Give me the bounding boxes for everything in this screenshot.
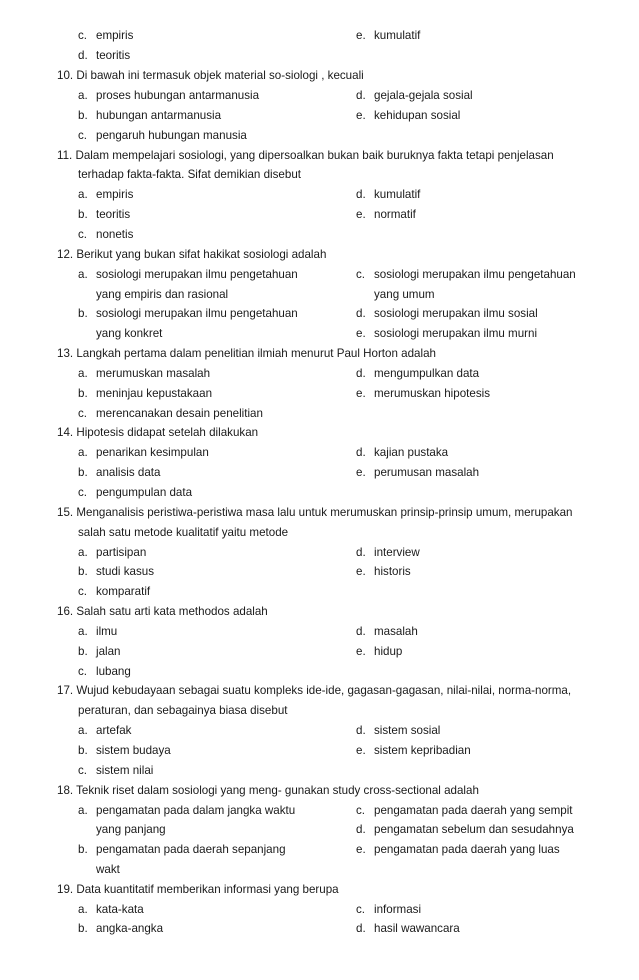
option-text: wakt <box>96 863 120 876</box>
option-text: pengamatan pada daerah yang sempit <box>374 804 573 817</box>
option-text: lubang <box>96 665 131 678</box>
option-text: yang konkret <box>96 327 163 340</box>
option-text: analisis data <box>96 466 161 479</box>
option-text: pengaruh hubungan manusia <box>96 129 247 142</box>
question-text: 13. Langkah pertama dalam penelitian ilmiah menurut Paul Horton adalah <box>57 347 436 360</box>
option-text: yang empiris dan rasional <box>96 288 229 301</box>
question-text: 18. Teknik riset dalam sosiologi yang meng- gunakan study cross-sectional adalah <box>57 784 479 797</box>
option-text: kumulatif <box>374 29 421 42</box>
option-text: kajian pustaka <box>374 446 449 459</box>
option-text: penarikan kesimpulan <box>96 446 209 459</box>
option-text: sistem budaya <box>96 744 171 757</box>
option-letter: a. <box>78 367 88 380</box>
option-text: hubungan antarmanusia <box>96 109 222 122</box>
option-text: komparatif <box>96 585 151 598</box>
option-letter: b. <box>78 208 88 221</box>
option-letter: d. <box>356 307 366 320</box>
question-text: 15. Menganalisis peristiwa-peristiwa masa lalu untuk merumuskan prinsip-prinsip umum, merupakan <box>57 506 573 519</box>
option-letter: c. <box>78 29 88 42</box>
option-letter: d. <box>356 625 366 638</box>
option-letter: c. <box>78 129 88 142</box>
option-text: angka-angka <box>96 922 164 935</box>
option-letter: e. <box>356 29 366 42</box>
option-text: normatif <box>374 208 416 221</box>
option-letter: b. <box>78 466 88 479</box>
option-letter: b. <box>78 843 88 856</box>
option-text: sosiologi merupakan ilmu sosial <box>374 307 538 320</box>
option-text: yang panjang <box>96 823 166 836</box>
option-letter: b. <box>78 565 88 578</box>
option-letter: d. <box>356 546 366 559</box>
option-letter: a. <box>78 446 88 459</box>
question-text: 12. Berikut yang bukan sifat hakikat sosiologi adalah <box>57 248 327 261</box>
option-text: yang umum <box>374 288 435 301</box>
option-text: ilmu <box>96 625 118 638</box>
option-letter: a. <box>78 625 88 638</box>
option-letter: c. <box>78 228 88 241</box>
option-letter: a. <box>78 89 88 102</box>
option-text: artefak <box>96 724 132 737</box>
option-text: studi kasus <box>96 565 154 578</box>
option-text: pengumpulan data <box>96 486 193 499</box>
option-letter: e. <box>356 565 366 578</box>
option-text: pengamatan pada daerah sepanjang <box>96 843 286 856</box>
option-letter: d. <box>356 188 366 201</box>
option-text: jalan <box>96 645 121 658</box>
question-continuation: peraturan, dan sebagainya biasa disebut <box>78 704 288 717</box>
option-text: merumuskan hipotesis <box>374 387 490 400</box>
option-text: mengumpulkan data <box>374 367 480 380</box>
question-text: 17. Wujud kebudayaan sebagai suatu kompleks ide-ide, gagasan-gagasan, nilai-nilai, norma-norma, <box>57 684 572 697</box>
option-text: pengamatan pada daerah yang luas <box>374 843 560 856</box>
option-letter: d. <box>356 446 366 459</box>
option-letter: c. <box>78 585 88 598</box>
option-letter: d. <box>356 823 366 836</box>
option-text: informasi <box>374 903 422 916</box>
option-letter: d. <box>356 724 366 737</box>
option-letter: a. <box>78 903 88 916</box>
option-letter: d. <box>356 367 366 380</box>
question-text: 10. Di bawah ini termasuk objek material so-siologi , kecuali <box>57 69 364 82</box>
option-letter: e. <box>356 843 366 856</box>
option-letter: c. <box>356 804 366 817</box>
option-text: sosiologi merupakan ilmu murni <box>374 327 538 340</box>
option-text: empiris <box>96 188 134 201</box>
option-text: merencanakan desain penelitian <box>96 407 263 420</box>
option-letter: e. <box>356 327 366 340</box>
option-text: empiris <box>96 29 134 42</box>
option-text: kata-kata <box>96 903 144 916</box>
option-letter: a. <box>78 546 88 559</box>
option-text: sistem kepribadian <box>374 744 471 757</box>
question-text: 14. Hipotesis didapat setelah dilakukan <box>57 426 259 439</box>
option-letter: c. <box>78 486 88 499</box>
option-text: merumuskan masalah <box>96 367 211 380</box>
option-text: partisipan <box>96 546 147 559</box>
option-text: sistem sosial <box>374 724 441 737</box>
option-text: sosiologi merupakan ilmu pengetahuan <box>374 268 576 281</box>
option-text: sistem nilai <box>96 764 154 777</box>
option-letter: b. <box>78 922 88 935</box>
option-letter: b. <box>78 109 88 122</box>
option-letter: b. <box>78 744 88 757</box>
option-letter: c. <box>356 903 366 916</box>
option-text: teoritis <box>96 49 131 62</box>
option-letter: a. <box>78 804 88 817</box>
option-letter: c. <box>78 764 88 777</box>
option-text: interview <box>374 546 420 559</box>
option-letter: c. <box>78 407 88 420</box>
option-text: sosiologi merupakan ilmu pengetahuan <box>96 307 298 320</box>
question-text: 19. Data kuantitatif memberikan informasi yang berupa <box>57 883 339 896</box>
question-text: 11. Dalam mempelajari sosiologi, yang dipersoalkan bukan baik buruknya fakta tetapi penjelasan <box>57 149 554 162</box>
option-letter: c. <box>356 268 366 281</box>
option-letter: e. <box>356 645 366 658</box>
option-text: hasil wawancara <box>374 922 460 935</box>
option-text: kehidupan sosial <box>374 109 461 122</box>
option-letter: a. <box>78 268 88 281</box>
option-text: historis <box>374 565 411 578</box>
question-continuation: terhadap fakta-fakta. Sifat demikian disebut <box>78 168 301 181</box>
option-text: sosiologi merupakan ilmu pengetahuan <box>96 268 298 281</box>
option-text: pengamatan sebelum dan sesudahnya <box>374 823 574 836</box>
option-letter: d. <box>78 49 88 62</box>
option-text: gejala-gejala sosial <box>374 89 473 102</box>
option-letter: b. <box>78 645 88 658</box>
option-letter: e. <box>356 744 366 757</box>
option-letter: d. <box>356 89 366 102</box>
option-letter: b. <box>78 307 88 320</box>
option-text: teoritis <box>96 208 131 221</box>
option-letter: a. <box>78 188 88 201</box>
option-text: pengamatan pada dalam jangka waktu <box>96 804 296 817</box>
option-letter: e. <box>356 387 366 400</box>
option-letter: e. <box>356 208 366 221</box>
option-letter: d. <box>356 922 366 935</box>
option-text: nonetis <box>96 228 134 241</box>
question-continuation: salah satu metode kualitatif yaitu metode <box>78 526 289 539</box>
option-letter: b. <box>78 387 88 400</box>
question-text: 16. Salah satu arti kata methodos adalah <box>57 605 268 618</box>
option-text: kumulatif <box>374 188 421 201</box>
option-letter: e. <box>356 109 366 122</box>
option-letter: a. <box>78 724 88 737</box>
option-letter: e. <box>356 466 366 479</box>
option-text: proses hubungan antarmanusia <box>96 89 260 102</box>
option-letter: c. <box>78 665 88 678</box>
option-text: hidup <box>374 645 403 658</box>
option-text: masalah <box>374 625 418 638</box>
option-text: perumusan masalah <box>374 466 480 479</box>
option-text: meninjau kepustakaan <box>96 387 213 400</box>
